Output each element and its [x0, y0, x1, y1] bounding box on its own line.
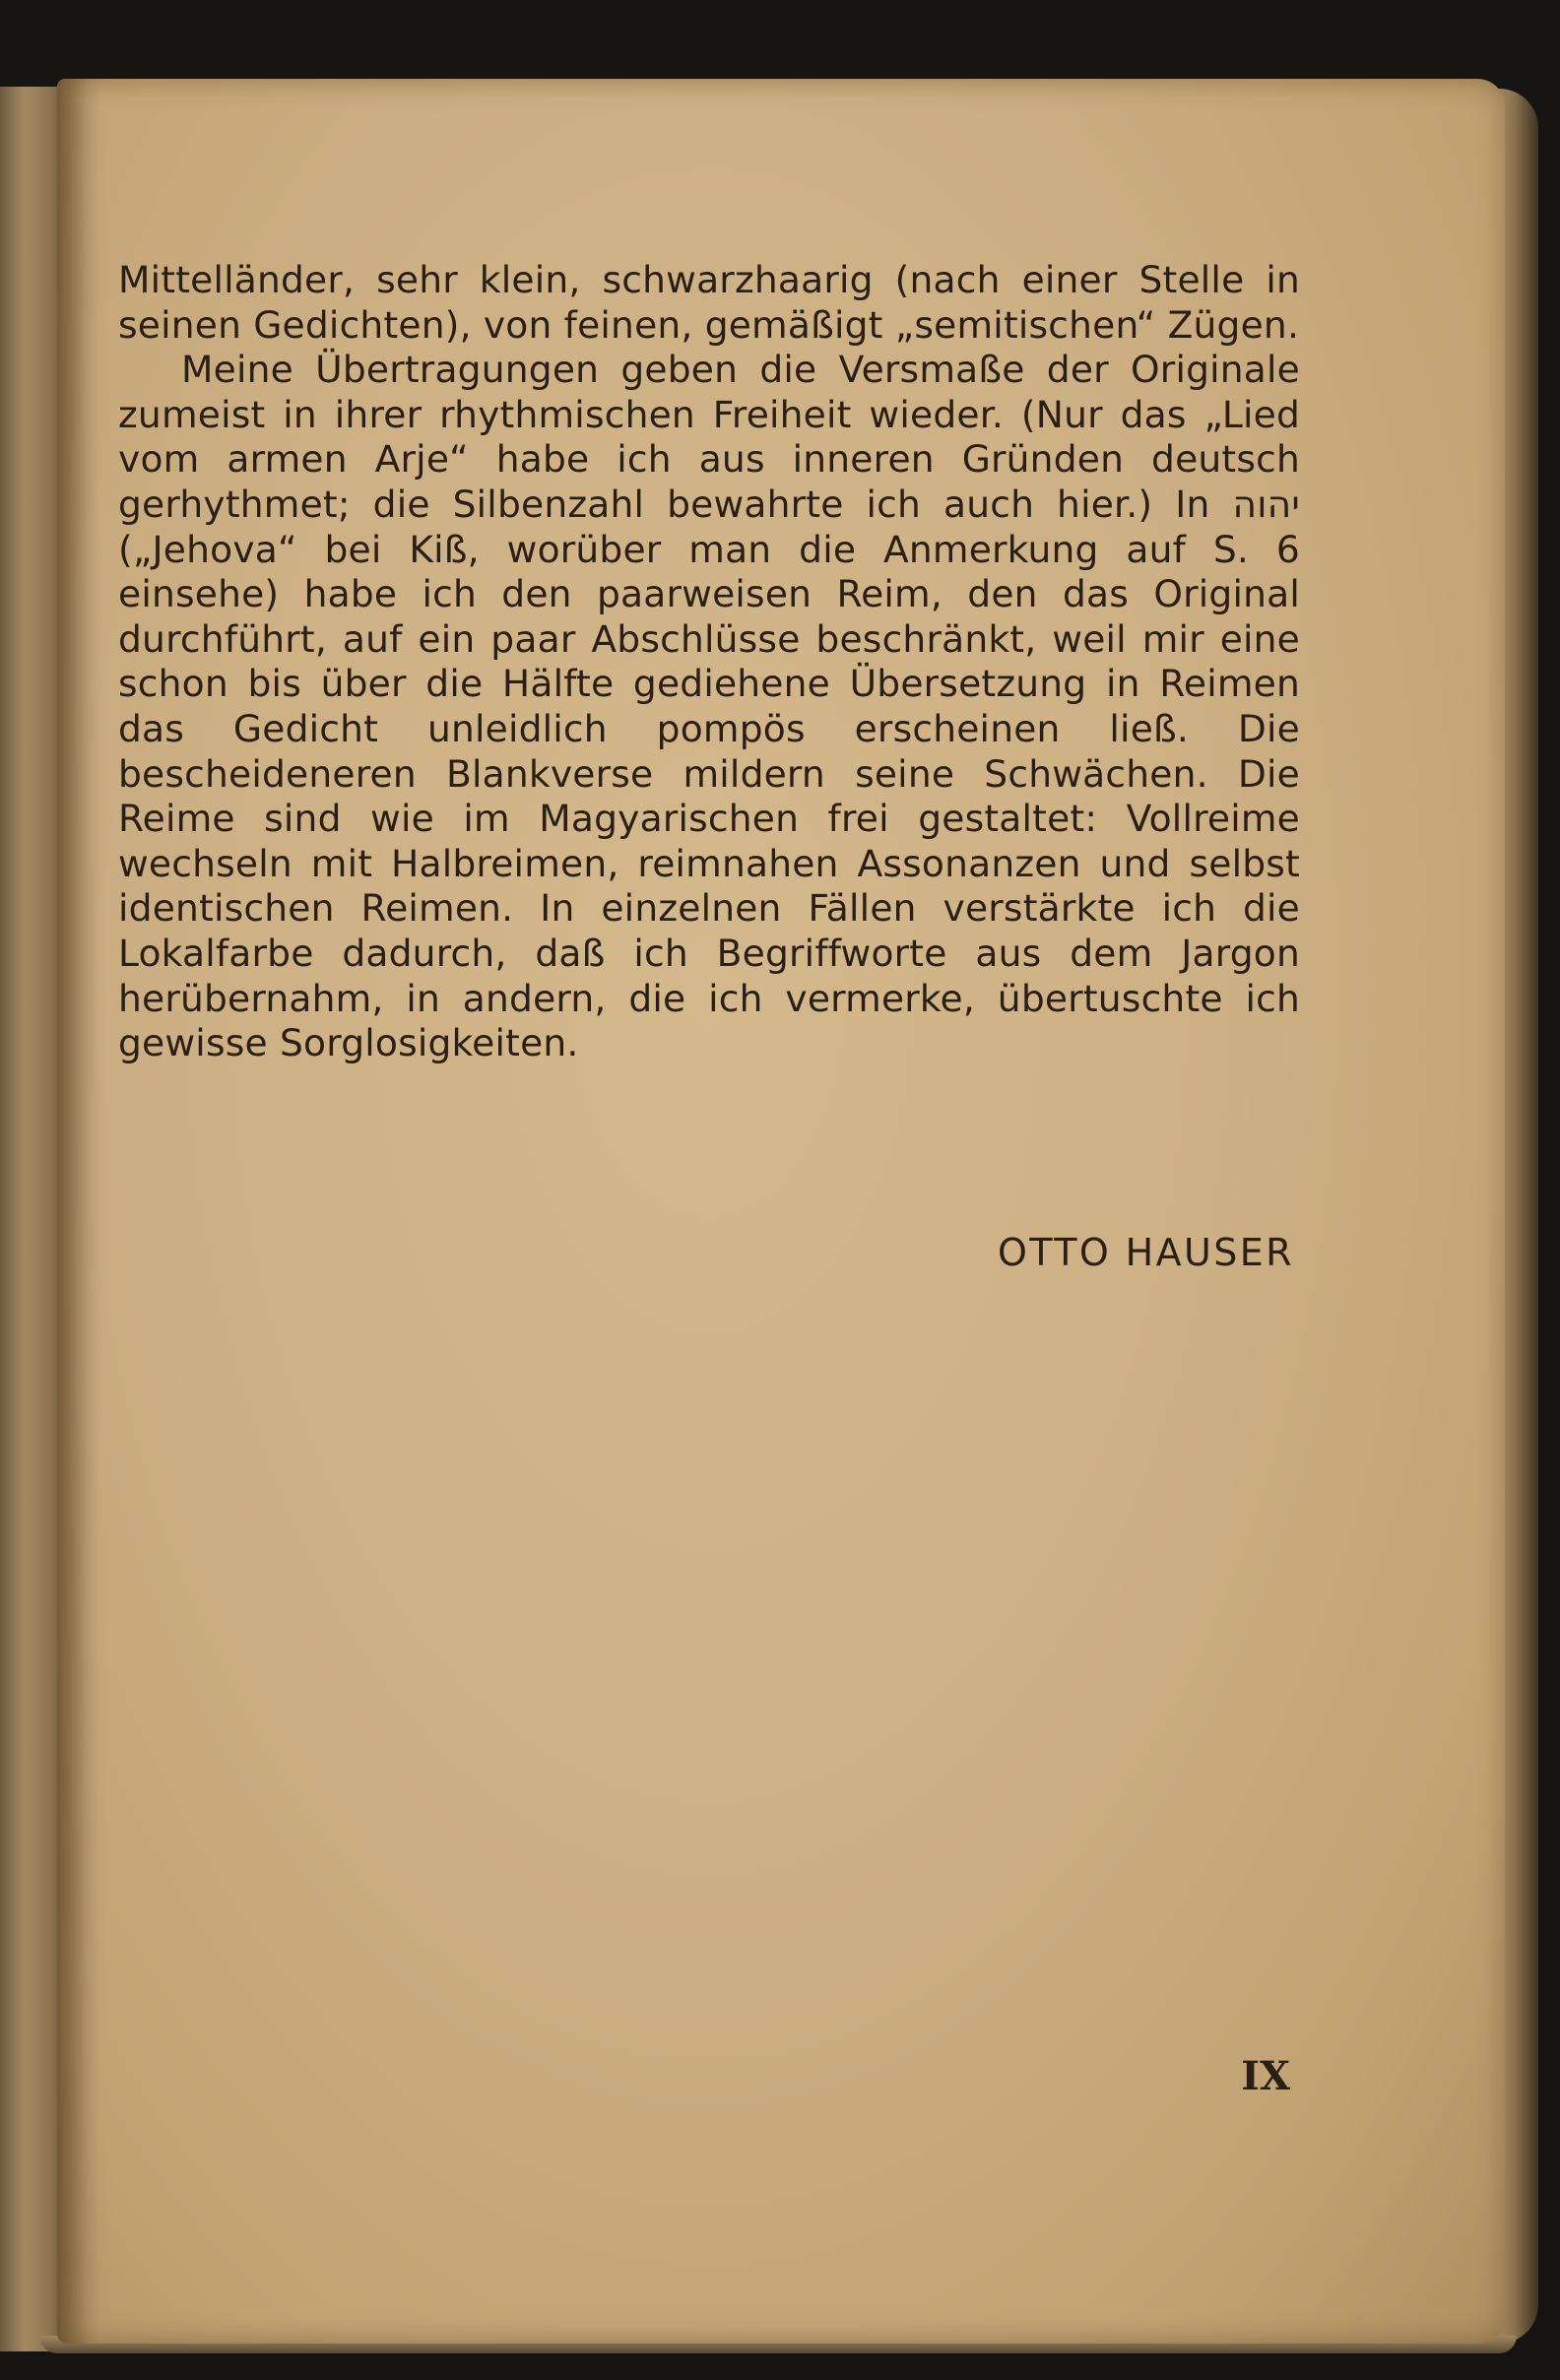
paragraph-translation-notes: Meine Übertragungen geben die Versmaße der Originale zumeist in ihrer rhythmischen Freiheit wieder. (Nur das „Lied vom armen Arje“ habe ich aus inneren Gründen deutsch gerhythmet; die Silbenzahl bewahrte ich auch hier.) In יהוה („Jehova“ bei Kiß, worüber man die Anmerkung auf S. 6 einsehe) habe ich den paarweisen Reim, den das Original durchführt, auf ein paar Abschlüsse beschränkt, weil mir eine schon bis über die Hälfte gediehene Übersetzung in Reimen das Gedicht unleidlich pompös erscheinen ließ. Die bescheideneren Blankverse mildern seine Schwächen. Die Reime sind wie im Magyarischen frei gestaltet: Vollreime wechseln mit Halbreimen, reimnahen Assonanzen und selbst identischen Reimen. In einzelnen Fällen verstärkte ich die Lokalfarbe dadurch, daß ich Begriffworte aus dem Jargon herübernahm, in andern, die ich vermerke, übertuschte ich gewisse Sorglosigkeiten. [118, 348, 1300, 1065]
page-gutter-shadow [57, 79, 100, 2344]
body-text [118, 258, 1300, 1066]
paragraph-description: Mittelländer, sehr klein, schwarzhaarig (nach einer Stelle in seinen Gedichten), von feinen, gemäßigt „semitischen“ Zügen. [118, 258, 1300, 347]
page-number: IX [1241, 2053, 1290, 2099]
author-signature: OTTO HAUSER [998, 1231, 1294, 1274]
